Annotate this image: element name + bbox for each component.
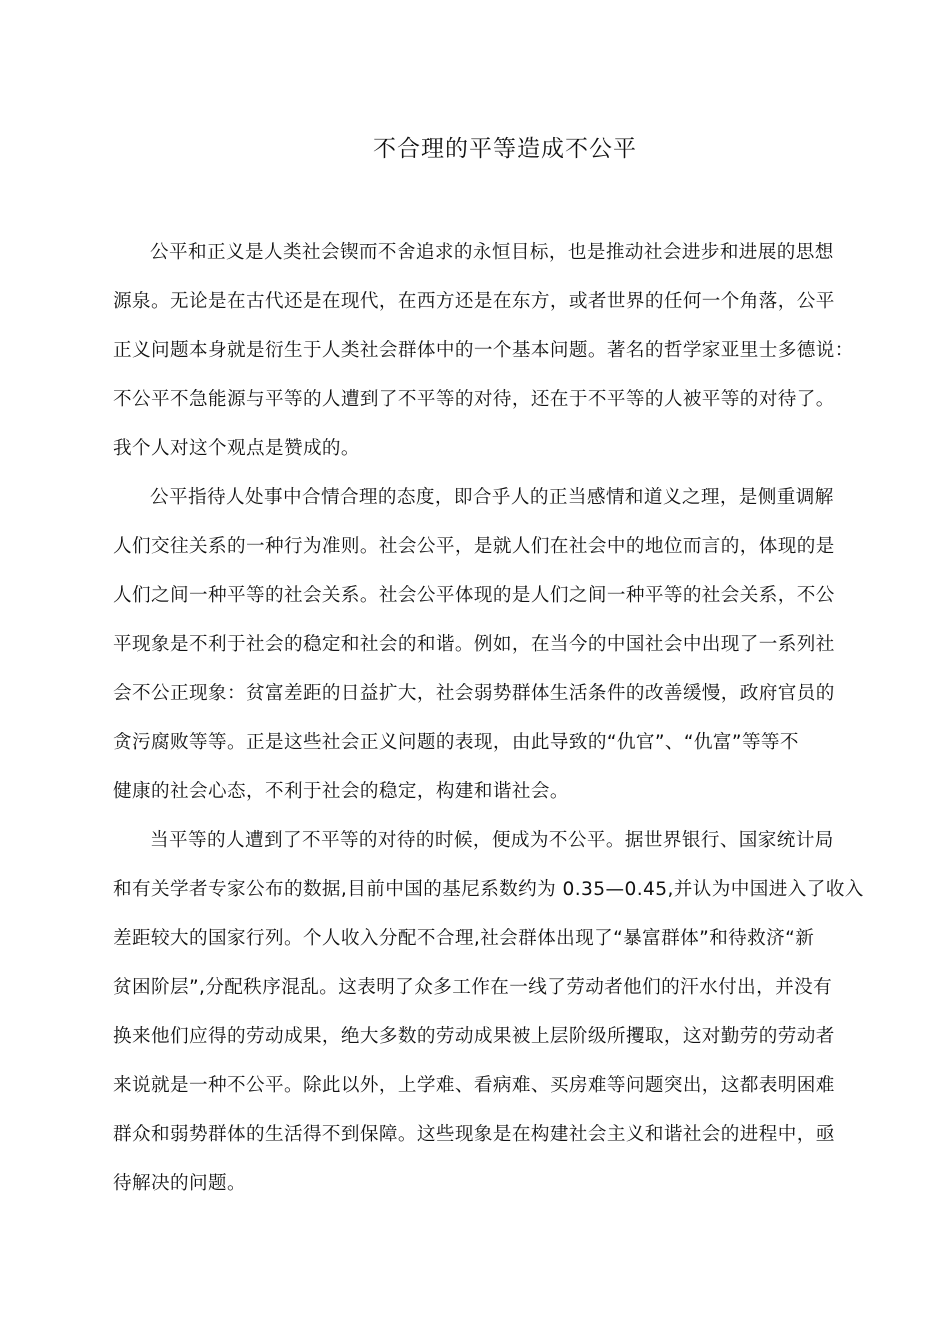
text-line: 正义问题本身就是衍生于人类社会群体中的一个基本问题。著名的哲学家亚里士多德说： (113, 340, 854, 361)
text-line: 换来他们应得的劳动成果，绝大多数的劳动成果被上层阶级所攫取，这对勤劳的劳动者 (113, 1026, 835, 1047)
text-line: 差距较大的国家行列。个人收入分配不合理,社会群体出现了“暴富群体”和待救济“新 (113, 928, 815, 949)
text-line: 源泉。无论是在古代还是在现代，在西方还是在东方，或者世界的任何一个角落，公平 (113, 291, 835, 312)
document-title: 不合理的平等造成不公平 (373, 136, 637, 162)
text-line: 和有关学者专家公布的数据,目前中国的基尼系数约为 0.35—0.45,并认为中国进入了收入 (113, 879, 864, 900)
text-line: 健康的社会心态，不利于社会的稳定，构建和谐社会。 (113, 781, 569, 802)
text-line: 会不公正现象：贫富差距的日益扩大，社会弱势群体生活条件的改善缓慢，政府官员的 (113, 683, 835, 704)
paragraph-3 (113, 816, 864, 1208)
text-line: 待解决的问题。 (113, 1173, 246, 1194)
document-body (113, 228, 864, 1208)
text-line: 人们之间一种平等的社会关系。社会公平体现的是人们之间一种平等的社会关系，不公 (113, 585, 835, 606)
text-line: 贪污腐败等等。正是这些社会正义问题的表现，由此导致的“仇官”、“仇富”等等不 (113, 732, 799, 753)
text-line: 公平指待人处事中合情合理的态度，即合乎人的正当感情和道义之理，是侧重调解 (150, 487, 834, 508)
text-line: 人们交往关系的一种行为准则。社会公平，是就人们在社会中的地位而言的，体现的是 (113, 536, 835, 557)
text-line: 贫困阶层”,分配秩序混乱。这表明了众多工作在一线了劳动者他们的汗水付出，并没有 (113, 977, 833, 998)
text-line: 不公平不急能源与平等的人遭到了不平等的对待，还在于不平等的人被平等的对待了。 (113, 389, 835, 410)
text-line: 来说就是一种不公平。除此以外，上学难、看病难、买房难等问题突出，这都表明困难 (113, 1075, 835, 1096)
text-line: 当平等的人遭到了不平等的对待的时候，便成为不公平。据世界银行、国家统计局 (150, 830, 834, 851)
text-line: 公平和正义是人类社会锲而不舍追求的永恒目标，也是推动社会进步和进展的思想 (150, 242, 834, 263)
text-line: 群众和弱势群体的生活得不到保障。这些现象是在构建社会主义和谐社会的进程中，亟 (113, 1124, 835, 1145)
text-line: 我个人对这个观点是赞成的。 (113, 438, 360, 459)
paragraph-2 (113, 473, 853, 816)
paragraph-1 (113, 228, 853, 473)
text-line: 平现象是不利于社会的稳定和社会的和谐。例如，在当今的中国社会中出现了一系列社 (113, 634, 835, 655)
